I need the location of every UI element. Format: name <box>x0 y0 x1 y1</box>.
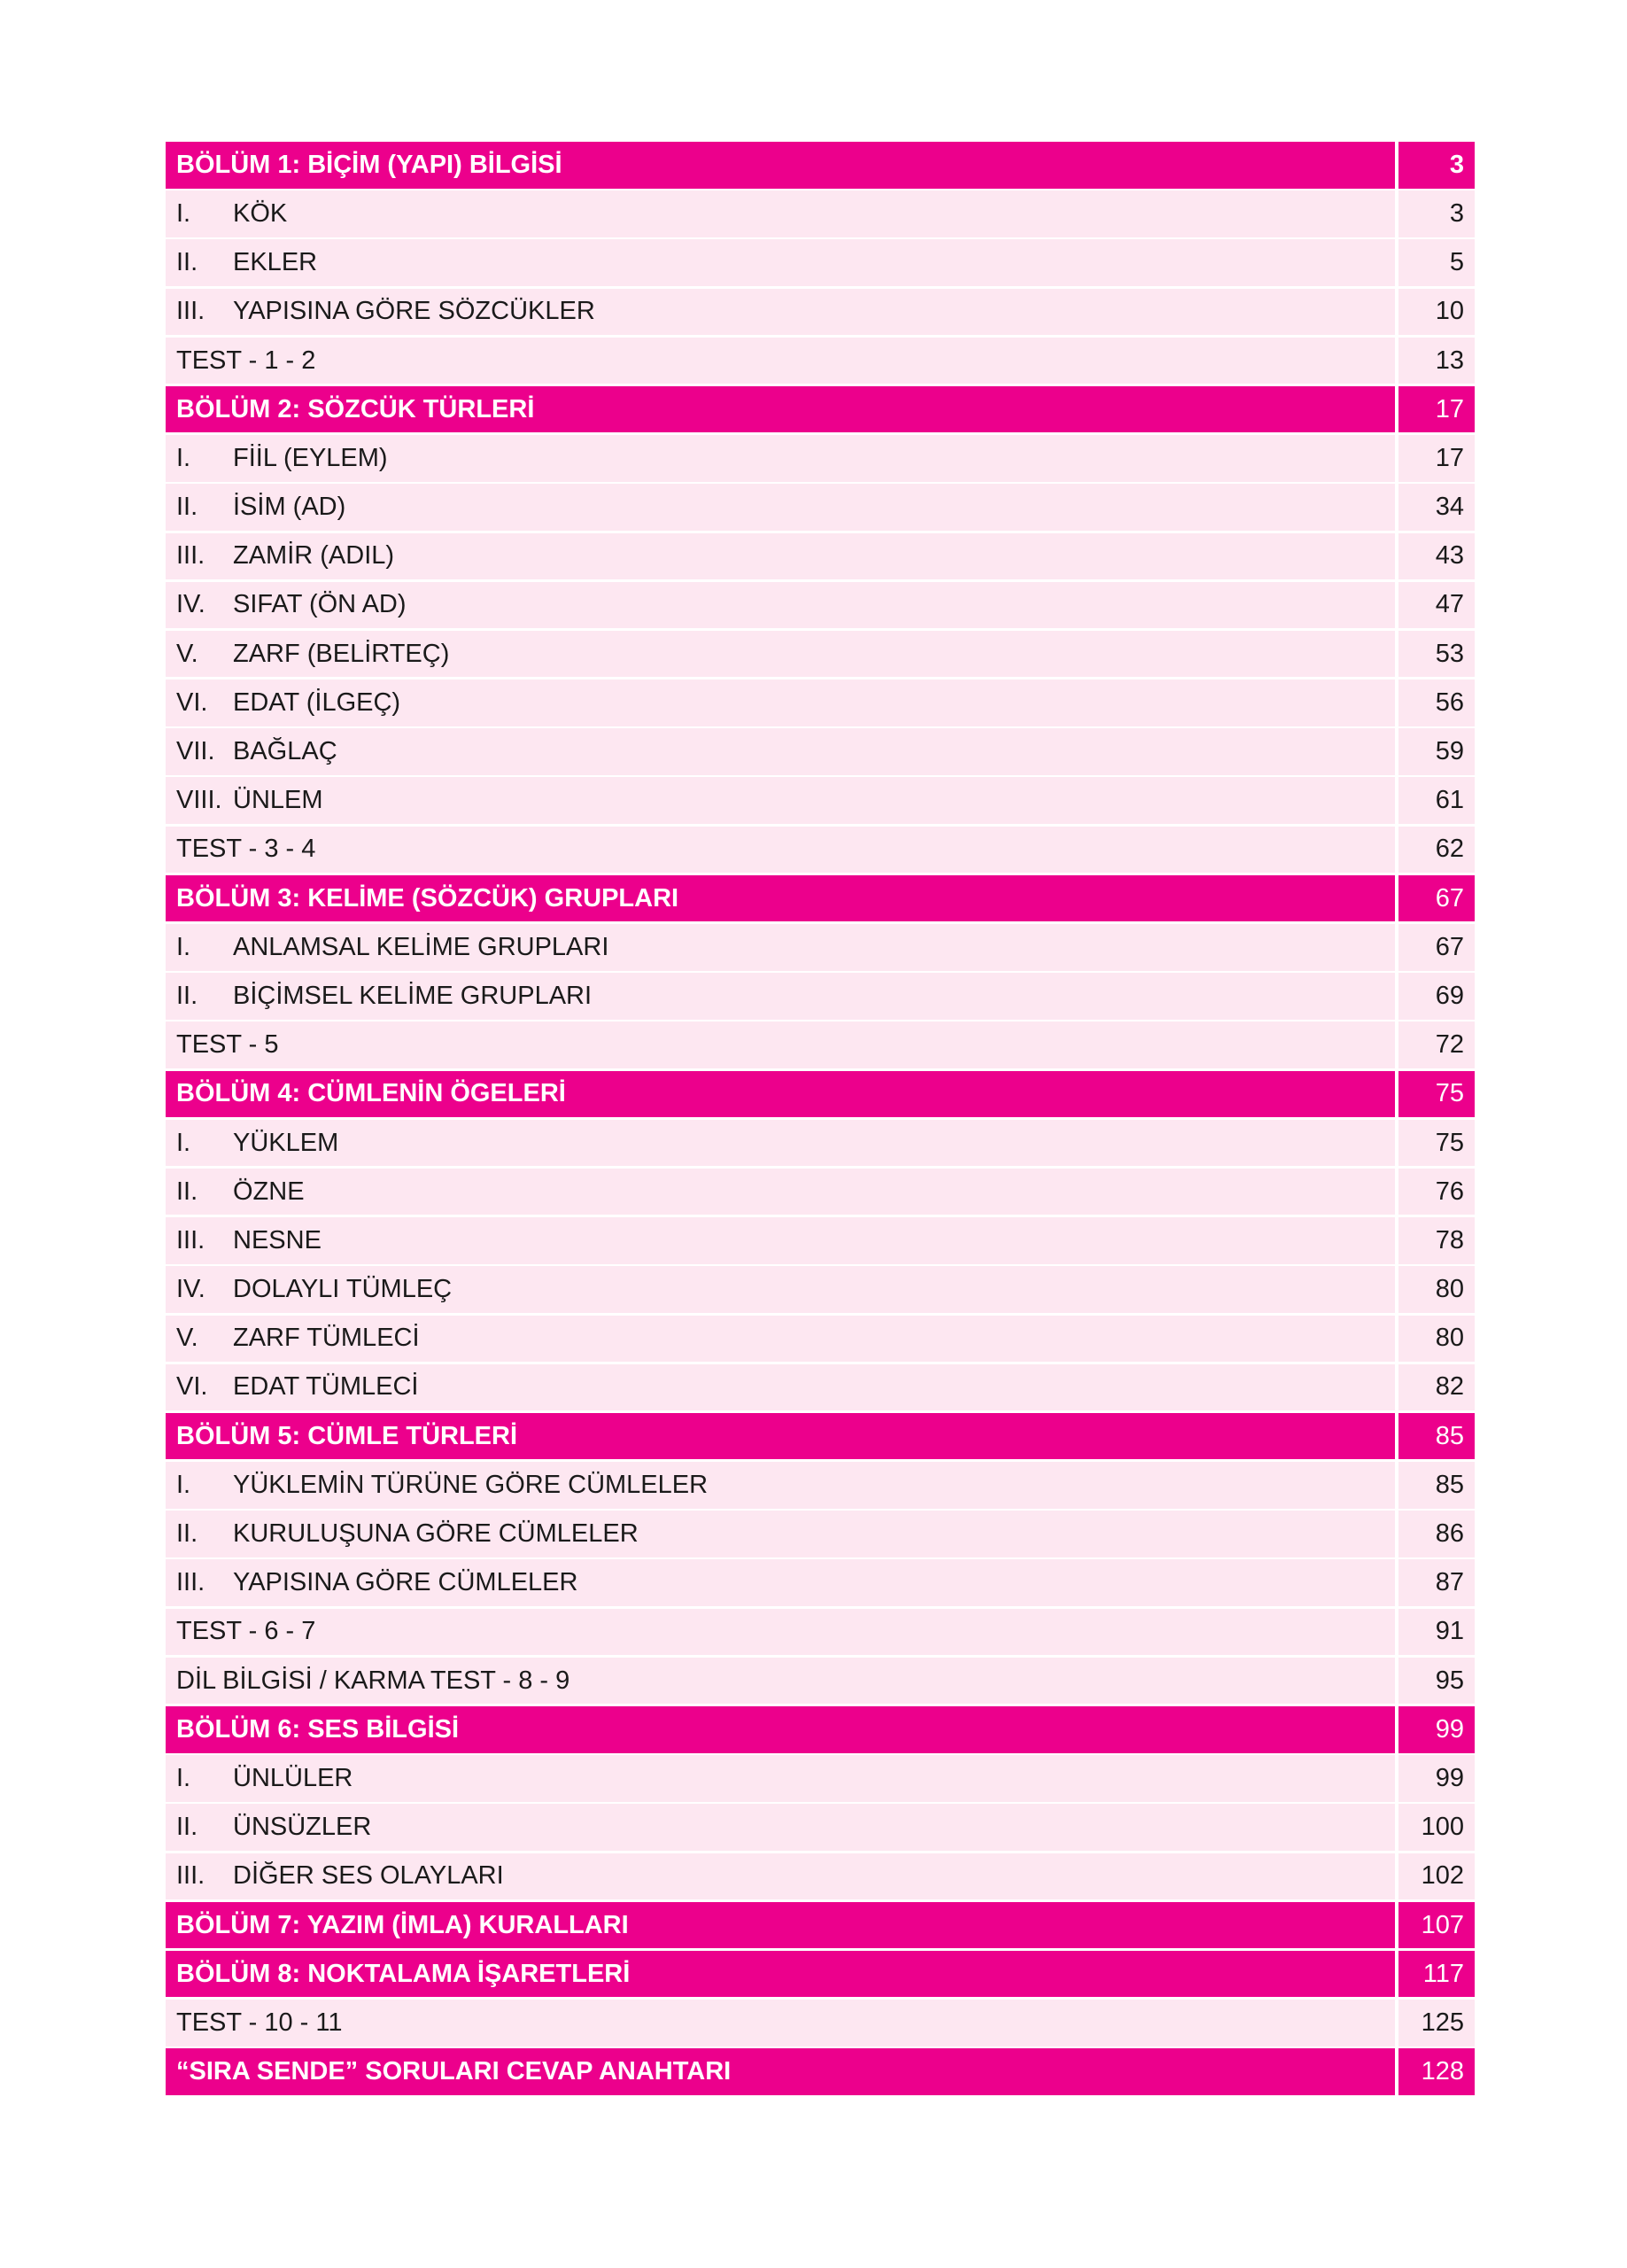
toc-page-number: 56 <box>1398 680 1475 726</box>
toc-entry-number: I. <box>176 1470 191 1499</box>
toc-page-number: 91 <box>1398 1609 1475 1656</box>
toc-entry-title: DİĞER SES OLAYLARI <box>233 1861 504 1891</box>
toc-title-cell <box>166 484 1395 531</box>
toc-entry <box>166 1511 1475 1557</box>
toc-entry-number: II. <box>176 981 198 1010</box>
toc-entry-title: YAPISINA GÖRE SÖZCÜKLER <box>233 297 595 326</box>
toc-entry <box>166 1169 1475 1216</box>
toc-entry <box>166 924 1475 971</box>
toc-page-number: 82 <box>1398 1364 1475 1411</box>
toc-page-number: 78 <box>1398 1217 1475 1264</box>
toc-entry <box>166 2000 1475 2047</box>
toc-entry <box>166 1266 1475 1313</box>
toc-title-cell <box>166 1755 1395 1802</box>
toc-entry-title: EDAT (İLGEÇ) <box>233 687 401 717</box>
toc-entry-number: I. <box>176 1763 191 1792</box>
toc-page-number: 76 <box>1398 1169 1475 1216</box>
toc-title-cell <box>166 631 1395 678</box>
toc-entry-number: V. <box>176 639 198 668</box>
toc-title-cell <box>166 1316 1395 1363</box>
toc-title-cell <box>166 1120 1395 1167</box>
toc-entry-title: YAPISINA GÖRE CÜMLELER <box>233 1568 578 1597</box>
toc-entry <box>166 827 1475 874</box>
toc-entry-title: ANLAMSAL KELİME GRUPLARI <box>233 932 609 961</box>
toc-entry-number: VII. <box>176 737 215 765</box>
table-of-contents <box>166 142 1475 2098</box>
toc-entry-number: III. <box>176 1861 205 1891</box>
toc-entry-number: II. <box>176 493 198 522</box>
toc-entry <box>166 777 1475 824</box>
toc-entry <box>166 1364 1475 1411</box>
toc-entry-title: EKLER <box>233 248 318 277</box>
toc-entry <box>166 1021 1475 1068</box>
toc-entry-title: BAĞLAÇ <box>233 737 337 765</box>
toc-entry-title: FİİL (EYLEM) <box>233 443 388 472</box>
toc-entry-title: TEST - 10 - 11 <box>176 2008 343 2037</box>
toc-entry <box>166 1120 1475 1167</box>
toc-entry <box>166 190 1475 237</box>
toc-section-heading <box>166 2048 1475 2095</box>
toc-title-cell <box>166 2048 1395 2095</box>
toc-title-cell <box>166 1853 1395 1900</box>
toc-page-number: 100 <box>1398 1804 1475 1851</box>
toc-page-number: 10 <box>1398 289 1475 336</box>
toc-entry-title: SIFAT (ÖN AD) <box>233 590 407 619</box>
toc-page-number: 53 <box>1398 631 1475 678</box>
toc-entry <box>166 1316 1475 1363</box>
toc-section-heading <box>166 1071 1475 1118</box>
toc-entry-number: II. <box>176 1813 198 1842</box>
toc-entry-title: YÜKLEMİN TÜRÜNE GÖRE CÜMLELER <box>233 1470 709 1499</box>
toc-entry-title: NESNE <box>233 1225 322 1254</box>
toc-entry-number: II. <box>176 1519 198 1548</box>
toc-entry <box>166 289 1475 336</box>
toc-title-cell <box>166 386 1395 433</box>
toc-entry-title: ÜNLÜLER <box>233 1763 353 1792</box>
toc-entry <box>166 338 1475 384</box>
toc-title-cell <box>166 1169 1395 1216</box>
toc-entry-title: BÖLÜM 3: KELİME (SÖZCÜK) GRUPLARI <box>176 883 679 913</box>
toc-entry-title: TEST - 3 - 4 <box>176 835 316 864</box>
toc-entry-title: BÖLÜM 7: YAZIM (İMLA) KURALLARI <box>176 1910 629 1939</box>
toc-entry-title: İSİM (AD) <box>233 493 346 522</box>
toc-title-cell <box>166 582 1395 629</box>
toc-entry-title: KURULUŞUNA GÖRE CÜMLELER <box>233 1519 639 1548</box>
toc-title-cell <box>166 1071 1395 1118</box>
toc-entry-title: EDAT TÜMLECİ <box>233 1372 419 1402</box>
toc-entry-title: BİÇİMSEL KELİME GRUPLARI <box>233 981 593 1010</box>
toc-title-cell <box>166 777 1395 824</box>
toc-page-number: 62 <box>1398 827 1475 874</box>
toc-page-number: 17 <box>1398 435 1475 482</box>
toc-page-number: 80 <box>1398 1316 1475 1363</box>
toc-entry-number: VIII. <box>176 786 222 815</box>
toc-title-cell <box>166 1217 1395 1264</box>
toc-section-heading <box>166 1413 1475 1460</box>
toc-page-number: 128 <box>1398 2048 1475 2095</box>
toc-title-cell <box>166 875 1395 922</box>
toc-page-number: 69 <box>1398 973 1475 1020</box>
toc-entry <box>166 1755 1475 1802</box>
toc-entry-title: DOLAYLI TÜMLEÇ <box>233 1275 453 1304</box>
toc-entry-number: II. <box>176 1177 198 1206</box>
toc-entry-title: BÖLÜM 6: SES BİLGİSİ <box>176 1714 460 1744</box>
toc-page-number: 17 <box>1398 386 1475 433</box>
toc-entry-title: “SIRA SENDE” SORULARI CEVAP ANAHTARI <box>176 2057 732 2086</box>
toc-page-number: 117 <box>1398 1951 1475 1998</box>
toc-section-heading <box>166 1902 1475 1949</box>
toc-title-cell <box>166 924 1395 971</box>
toc-page-number: 87 <box>1398 1559 1475 1606</box>
toc-title-cell <box>166 142 1395 189</box>
toc-entry-number: II. <box>176 248 198 277</box>
toc-entry-title: BÖLÜM 4: CÜMLENİN ÖGELERİ <box>176 1079 566 1108</box>
toc-entry <box>166 582 1475 629</box>
toc-entry-number: I. <box>176 1128 191 1157</box>
toc-entry <box>166 1609 1475 1656</box>
toc-title-cell <box>166 827 1395 874</box>
toc-title-cell <box>166 239 1395 286</box>
toc-entry-title: DİL BİLGİSİ / KARMA TEST - 8 - 9 <box>176 1666 570 1695</box>
toc-title-cell <box>166 1462 1395 1509</box>
toc-entry <box>166 1217 1475 1264</box>
toc-title-cell <box>166 1413 1395 1460</box>
toc-page-number: 43 <box>1398 533 1475 580</box>
toc-title-cell <box>166 338 1395 384</box>
toc-title-cell <box>166 1511 1395 1557</box>
toc-entry-title: YÜKLEM <box>233 1128 339 1157</box>
toc-entry-number: IV. <box>176 1275 205 1304</box>
toc-entry-title: ZARF TÜMLECİ <box>233 1324 420 1353</box>
toc-entry <box>166 631 1475 678</box>
toc-entry-title: TEST - 6 - 7 <box>176 1617 316 1646</box>
toc-title-cell <box>166 533 1395 580</box>
toc-entry-title: ZARF (BELİRTEÇ) <box>233 639 450 668</box>
toc-entry-title: ÖZNE <box>233 1177 305 1206</box>
toc-entry <box>166 973 1475 1020</box>
toc-entry <box>166 1658 1475 1705</box>
toc-entry-title: BÖLÜM 2: SÖZCÜK TÜRLERİ <box>176 394 535 423</box>
toc-title-cell <box>166 1706 1395 1753</box>
toc-page-number: 107 <box>1398 1902 1475 1949</box>
toc-entry-number: VI. <box>176 1372 208 1402</box>
toc-title-cell <box>166 190 1395 237</box>
toc-title-cell <box>166 973 1395 1020</box>
toc-entry <box>166 239 1475 286</box>
toc-entry-number: IV. <box>176 590 205 619</box>
toc-page-number: 3 <box>1398 190 1475 237</box>
toc-entry <box>166 533 1475 580</box>
toc-entry-title: BÖLÜM 5: CÜMLE TÜRLERİ <box>176 1421 518 1450</box>
toc-title-cell <box>166 1609 1395 1656</box>
toc-title-cell <box>166 2000 1395 2047</box>
toc-title-cell <box>166 1021 1395 1068</box>
toc-page-number: 67 <box>1398 875 1475 922</box>
toc-section-heading <box>166 1706 1475 1753</box>
toc-title-cell <box>166 289 1395 336</box>
toc-page-number: 47 <box>1398 582 1475 629</box>
toc-title-cell <box>166 1658 1395 1705</box>
toc-entry <box>166 484 1475 531</box>
toc-title-cell <box>166 1559 1395 1606</box>
toc-entry <box>166 1559 1475 1606</box>
toc-title-cell <box>166 680 1395 726</box>
toc-title-cell <box>166 1804 1395 1851</box>
toc-entry-title: ÜNLEM <box>233 786 323 815</box>
toc-page-number: 59 <box>1398 728 1475 775</box>
toc-page-number: 95 <box>1398 1658 1475 1705</box>
toc-entry-title: KÖK <box>233 198 288 228</box>
toc-title-cell <box>166 1364 1395 1411</box>
toc-page-number: 86 <box>1398 1511 1475 1557</box>
toc-page-number: 99 <box>1398 1706 1475 1753</box>
toc-page-number: 61 <box>1398 777 1475 824</box>
toc-title-cell <box>166 435 1395 482</box>
toc-section-heading <box>166 1951 1475 1998</box>
toc-entry-number: VI. <box>176 687 208 717</box>
toc-entry-title: BÖLÜM 8: NOKTALAMA İŞARETLERİ <box>176 1959 631 1988</box>
toc-entry <box>166 1853 1475 1900</box>
toc-title-cell <box>166 728 1395 775</box>
toc-page-number: 75 <box>1398 1071 1475 1118</box>
toc-entry <box>166 435 1475 482</box>
toc-entry <box>166 728 1475 775</box>
toc-page-number: 85 <box>1398 1462 1475 1509</box>
toc-page-number: 80 <box>1398 1266 1475 1313</box>
toc-entry-number: V. <box>176 1324 198 1353</box>
toc-entry <box>166 680 1475 726</box>
toc-entry-number: III. <box>176 1568 205 1597</box>
toc-entry-title: TEST - 1 - 2 <box>176 346 316 375</box>
toc-section-heading <box>166 142 1475 189</box>
toc-page-number: 75 <box>1398 1120 1475 1167</box>
toc-page-number: 3 <box>1398 142 1475 189</box>
toc-entry-title: ZAMİR (ADIL) <box>233 541 395 571</box>
toc-entry-title: ÜNSÜZLER <box>233 1813 372 1842</box>
toc-entry-number: III. <box>176 297 205 326</box>
toc-page-number: 13 <box>1398 338 1475 384</box>
toc-page-number: 34 <box>1398 484 1475 531</box>
toc-entry-number: I. <box>176 932 191 961</box>
toc-page-number: 125 <box>1398 2000 1475 2047</box>
toc-title-cell <box>166 1951 1395 1998</box>
toc-page-number: 72 <box>1398 1021 1475 1068</box>
toc-title-cell <box>166 1266 1395 1313</box>
toc-entry-title: TEST - 5 <box>176 1030 279 1060</box>
toc-entry-number: I. <box>176 198 191 228</box>
toc-page-number: 5 <box>1398 239 1475 286</box>
toc-section-heading <box>166 386 1475 433</box>
toc-entry-title: BÖLÜM 1: BİÇİM (YAPI) BİLGİSİ <box>176 150 562 179</box>
toc-page-number: 67 <box>1398 924 1475 971</box>
toc-section-heading <box>166 875 1475 922</box>
toc-entry <box>166 1804 1475 1851</box>
toc-entry-number: I. <box>176 443 191 472</box>
toc-entry <box>166 1462 1475 1509</box>
toc-page-number: 85 <box>1398 1413 1475 1460</box>
toc-title-cell <box>166 1902 1395 1949</box>
toc-entry-number: III. <box>176 541 205 571</box>
toc-entry-number: III. <box>176 1225 205 1254</box>
toc-page-number: 99 <box>1398 1755 1475 1802</box>
toc-page-number: 102 <box>1398 1853 1475 1900</box>
